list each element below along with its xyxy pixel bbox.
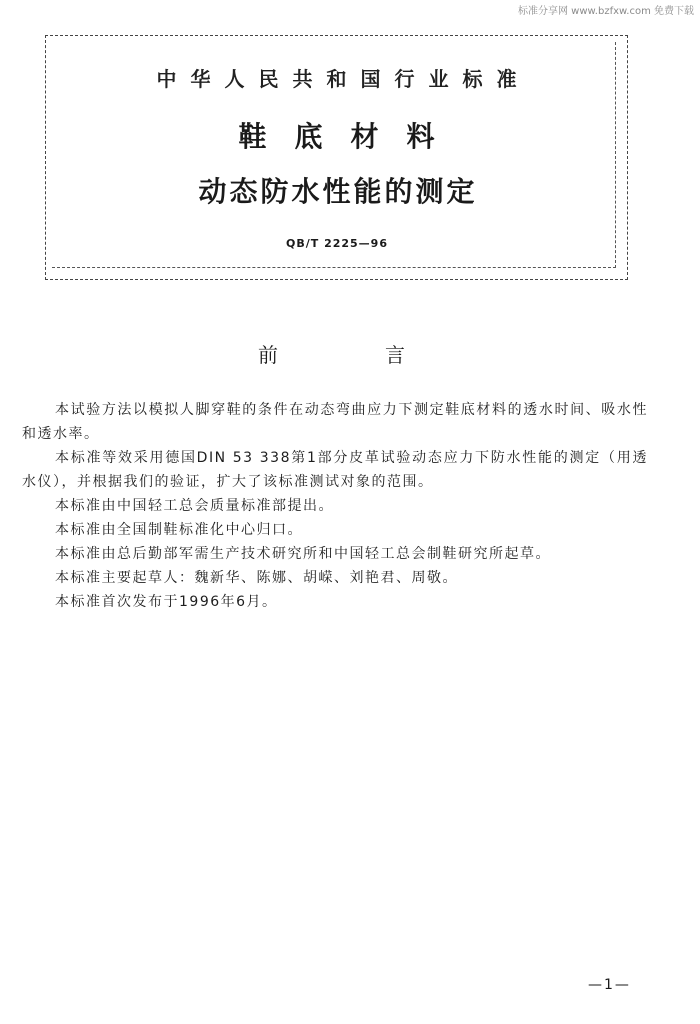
site-watermark: 标准分享网 www.bzfxw.com 免费下载 bbox=[518, 6, 694, 17]
foreword-paragraph: 本标准首次发布于1996年6月。 bbox=[55, 594, 278, 610]
foreword-body bbox=[22, 398, 648, 614]
standard-title-main: 鞋底材料 bbox=[238, 120, 463, 153]
foreword-paragraph: 本试验方法以模拟人脚穿鞋的条件在动态弯曲应力下测定鞋底材料的透水时间、吸水性和透水率。 bbox=[22, 402, 648, 442]
page-number: —1— bbox=[588, 977, 631, 993]
foreword-heading: 前言 bbox=[258, 343, 512, 367]
foreword-paragraph: 本标准等效采用德国DIN 53 338第1部分皮革试验动态应力下防水性能的测定（用透水仪），并根据我们的验证，扩大了该标准测试对象的范围。 bbox=[22, 450, 648, 490]
standard-title-block bbox=[45, 35, 628, 280]
foreword-paragraph: 本标准由全国制鞋标准化中心归口。 bbox=[55, 522, 303, 538]
foreword-paragraph: 本标准由中国轻工总会质量标准部提出。 bbox=[55, 498, 334, 514]
foreword-paragraph: 本标准由总后勤部军需生产技术研究所和中国轻工总会制鞋研究所起草。 bbox=[55, 546, 551, 562]
standard-title-sub: 动态防水性能的测定 bbox=[198, 175, 478, 208]
foreword-paragraph: 本标准主要起草人：魏新华、陈娜、胡嵘、刘艳君、周敬。 bbox=[55, 570, 458, 586]
standard-code: QB/T 2225—96 bbox=[285, 237, 388, 250]
standard-category: 中华人民共和国行业标准 bbox=[156, 67, 531, 91]
